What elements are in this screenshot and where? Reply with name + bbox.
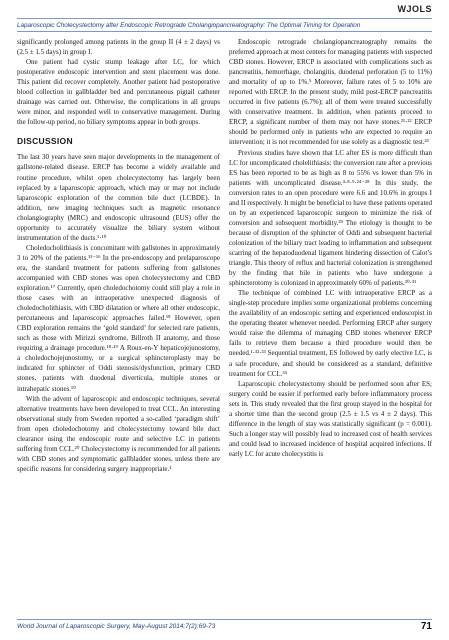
page-number: 71: [420, 621, 432, 632]
paragraph: One patient had cystic stump leakage after LC, for which postoperative endoscopic intervention and stent placement was done. This patient did recover completely. Another patient had postoperative blood collection in gallbladder bed and percutaneous pigtail catheter drainage was carried out. Otherwise, the complications in all groups were minor, and responded well to conservative management. During the follow-up period, no biliary symptoms appear in both groups.: [17, 58, 220, 127]
journal-abbrev: WJOLS: [397, 4, 432, 14]
paragraph: Choledocholithiasis is concomitant with gallstones in approximately 3 to 20% of the patients.¹¹⁻¹⁶ In the pre-endoscopy and prelaparoscope era, the standard treatment for patients suffering from gallstones accompanied with CBD stones was open cholecystectomy and CBD exploration.¹⁷ Currently, open choledochotomy could still play a role in those cases with an intraoperative unexpected diagnosis of choledocholithiasis, with CBD dilatation or where all other endoscopic, percutaneous and laparoscopic approaches failed.¹⁸ However, open CBD exploration remains the ‘gold standard’ for selected rare patients, such as those with Mirizzi syndrome, Billroth II anatomy, and those requiring a drainage procedure.¹⁸·¹⁹ A Roux-en-Y hepaticojejunostomy, a choledochojejunostomy, or a surgical sphincteroplasty may be indicated for sphincter of Oddi stenosis/dysfunction, primary CBD stones, patients with duodenal diverticula, multiple stones or intrahepatic stones.¹⁰: [17, 243, 220, 393]
paragraph: The last 30 years have seen major developments in the management of gallstone-related disease. ERCP has become a widely available and routine procedure, whilst open cholecystectomy has largely been replaced by a laparoscopic approach, which may or may not include laparoscopic exploration of the common bile duct (LCBDE). In addition, new imaging techniques such as magnetic resonance cholangiography (MRC) and endoscopic ultrasound (EUS) offer the opportunity to accurately visualize the biliary system without instrumentation of the ducts.¹·¹⁰: [17, 153, 220, 242]
footer-citation: World Journal of Laparoscopic Surgery, May-August 2014;7(2):69-73: [17, 623, 216, 630]
running-head: Laparoscopic Cholecystectomy after Endoscopic Retrograde Cholangiopancreatography: The Optimal Timing for Operation: [17, 22, 361, 29]
paragraph: significantly prolonged among patients in the group II (4 ± 2 days) vs (2.5 ± 1.5 days) in group I.: [17, 38, 220, 57]
paragraph: The technique of combined LC with intraoperative ERCP as a single-step procedure implies some organizational problems concerning the availability of an endoscopic setting and experienced endoscopist in the operating theater whenever needed. Performing ERCP after surgery would raise the dilemma of managing CBD stones whenever ERCP fails to retrieve them because a third procedure would then be needed.¹·³²·³³ Sequential treatment, ES followed by early elective LC, is a safe procedure, and should be considered as a standard, definitive treatment for CCL.³⁴: [229, 289, 432, 378]
paragraph: Laparoscopic cholecystectomy should be performed soon after ES; surgery could be easier if performed early before inflammatory process sets in. This study revealed that the first group stayed in the hospital for a shorter time than the second group (2.5 ± 1.5 vs 4 ± 2 days). This difference in the length of stay was statistically significant (p = 0.001). Such a longer stay will possibly lead to increased cost of health services and could lead to increased incidence of hospital acquired infections. If early LC for acute cholecystitis is: [229, 379, 432, 458]
paragraph: With the advent of laparoscopic and endoscopic techniques, several alternative treatments have been developed to treat CCL. An interesting observational study from Sweden reported a so-called ‘paradigm shift’ from open choledochotomy and cholecystectomy toward bile duct clearance using the endoscopic route and selective LC in patients suffering from CCL.²⁰ Cholecystectomy is recommended for all patients with CBD stones and symptomatic gallbladder stones, unless there are specific reasons for considering surgery inappropriate.¹: [17, 394, 220, 473]
paragraph: Previous studies have shown that LC after ES is more difficult than LC for uncomplicated cholelithiasis: the conversion rate after a previous ES has been reported to be as high as 8 to 55% vs lower than 5% in patients with uncomplicated disease.⁴·⁸·⁹·²⁴⁻²⁸ In this study, the conversion rates to an open procedure were 6.6 and 10.6% in groups I and II respectively. It might be beneficial to have these patients operated on by an experienced laparoscopic surgeon to minimize the risk of conversion and subsequent morbidity.²⁹ The etiology is thought to be because of disruption of the sphincter of Oddi and subsequent bacterial colonization of the biliary tract leading to inflammation and subsequent scarring of the hepatoduodenal ligament hindering dissection of Calot’s triangle. This theory of reflux and bacterial colonization is strengthened by the finding that bile in patients who have undergone a sphincterotomy is colonized in approximately 60% of patients.³⁰·³¹: [229, 148, 432, 288]
header-rule: [17, 18, 432, 19]
footer-rule: [17, 619, 432, 620]
running-head-rule: [17, 31, 432, 32]
left-column: [17, 37, 220, 615]
section-heading: DISCUSSION: [17, 136, 73, 147]
right-column: [229, 37, 432, 615]
paragraph: Endoscopic retrograde cholangiopancreatography remains the preferred approach at most centers for managing patients with suspected CBD stones. However, ERCP is associated with complications such as pancreatitis, hemorrhage, cholangitis, duodenal perforation (5 to 11%) and mortality of up to 1%.⁵ Moreover, failure rates of 5 to 10% are reported with ERCP. In the present study, mild post-ERCP pancreatitis occurred in five patients (6.7%); all of them were treated successfully with conservative treatment. In addition, when patients proceed to ERCP, a significant number of them may not have stones.²¹·²² ERCP should be performed only in patients who are expected to require an intervention; it is not recommended for use solely as a diagnostic test.²³: [229, 38, 432, 147]
